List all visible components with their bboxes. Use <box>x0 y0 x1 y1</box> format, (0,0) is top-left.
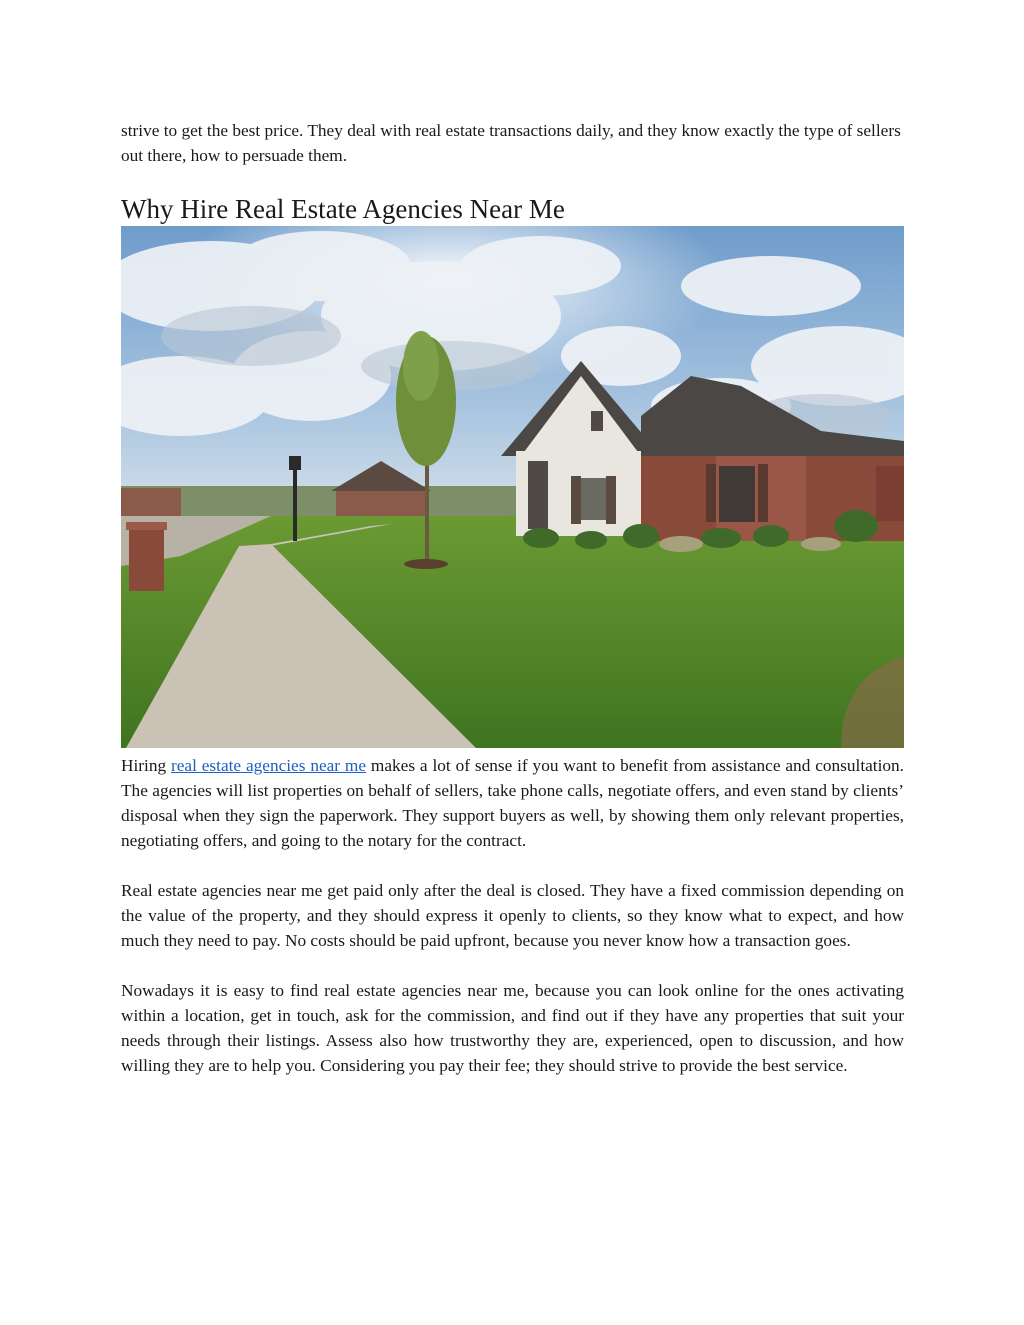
agencies-link[interactable]: real estate agencies near me <box>171 756 367 775</box>
payment-paragraph: Real estate agencies near me get paid only after the deal is closed. They have a fixed commission depending on the value of the property, and they should express it openly to clients, so they know what to expect, and how much they need to pay. No costs should be paid upfront, because you never know how a transaction goes. <box>121 881 904 950</box>
hiring-paragraph <box>121 753 904 853</box>
finding-paragraph: Nowadays it is easy to find real estate agencies near me, because you can look online for the ones activating within a location, get in touch, ask for the commission, and find out if they have any properties that suit your needs through their listings. Assess also how trustworthy they are, experienced, open to discussion, and how willing they are to help you. Considering you pay their fee; they should strive to provide the best service. <box>121 981 904 1075</box>
hiring-lead-text: Hiring <box>121 756 171 775</box>
house-photo <box>121 226 904 748</box>
intro-paragraph: strive to get the best price. They deal with real estate transactions daily, and they know exactly the type of sellers out there, how to persuade them. <box>121 121 901 165</box>
section-heading: Why Hire Real Estate Agencies Near Me <box>121 194 565 224</box>
document-page <box>121 118 904 1078</box>
hiring-body-text: makes a lot of sense if you want to benefit from assistance and consultation. The agencies will list properties on behalf of sellers, take phone calls, negotiate offers, and even stand by clients’ disposal when they sign the paperwork. They support buyers as well, by showing them only relevant properties, negotiating offers, and going to the notary for the contract. <box>121 756 904 850</box>
